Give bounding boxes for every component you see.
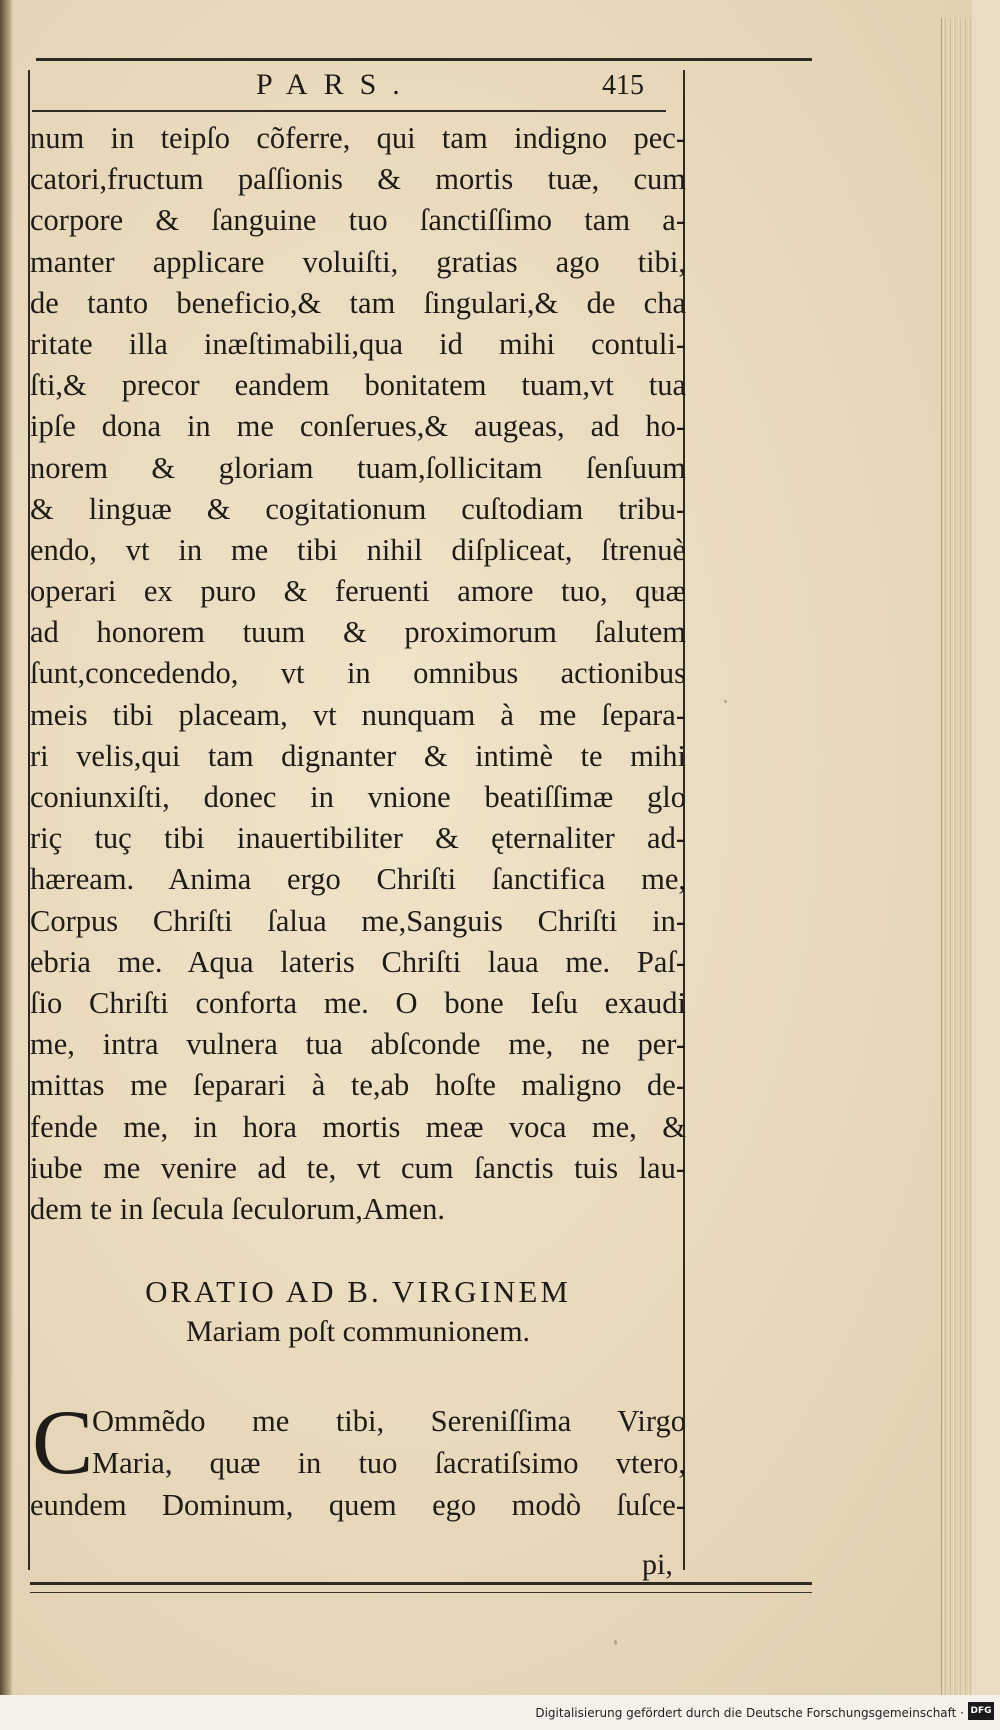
paper-spot: [724, 700, 727, 703]
text-line: fende me, in hora mortis meæ voca me, &: [30, 1109, 686, 1144]
text-line: Ommẽdo me tibi, Sereniſſima Virgo: [92, 1404, 686, 1438]
text-line: ri velis,qui tam dignanter & intimè te mihi: [30, 738, 686, 773]
text-line: coniunxiſti, donec in vnione beatiſſimæ glo: [30, 780, 686, 814]
text-line: meis tibi placeam, vt nunquam à me ſepara-: [30, 697, 686, 732]
text-line: de tanto beneficio,& tam ſingulari,& de cha: [30, 285, 686, 320]
digitization-credit: Digitalisierung gefördert durch die Deutsche Forschungsgemeinschaft ·: [535, 1706, 964, 1720]
text-line: corpore & ſanguine tuo ſanctiſſimo tam a-: [30, 203, 686, 238]
text-line: ſti,& precor eandem bonitatem tuam,vt tua: [30, 368, 686, 403]
paper-spot: [614, 1640, 617, 1645]
prayer-text: [30, 1391, 686, 1526]
text-line: Corpus Chriſti ſalua me,Sanguis Chriſti in-: [30, 903, 686, 938]
body-text: [30, 118, 686, 1230]
text-line: ad honorem tuum & proximorum ſalutem: [30, 615, 686, 650]
heading-title: ORATIO AD B. VIRGINEM: [145, 1274, 571, 1309]
text-line: norem & gloriam tuam,ſollicitam ſenſuum: [30, 450, 686, 485]
text-line: ebria me. Aqua lateris Chriſti laua me. Paſ-: [30, 944, 686, 979]
text-line: & linguæ & cogitationum cuſtodiam tribu-: [30, 491, 686, 526]
catchword: pi,: [642, 1548, 673, 1581]
text-line: dem te in ſecula ſeculorum,Amen.: [30, 1191, 445, 1226]
text-line: endo, vt in me tibi nihil diſpliceat, ſtrenuè: [30, 532, 686, 567]
heading-subtitle: Mariam poſt communionem.: [185, 1315, 531, 1348]
text-line: hæream. Anima ergo Chriſti ſanctifica me,: [30, 862, 686, 897]
text-line: mittas me ſeparari à te,ab hoſte maligno de-: [30, 1068, 686, 1103]
frame-rule-top: [36, 58, 812, 61]
text-line: me, intra vulnera tua abſconde me, ne per-: [30, 1027, 686, 1062]
page-number: 415: [602, 70, 644, 101]
header-rule: [32, 110, 666, 112]
text-line: ritate illa inæſtimabili,qua id mihi contuli-: [30, 326, 686, 361]
running-head: PARS.: [256, 68, 416, 101]
text-line: manter applicare voluiſti, gratias ago tibi,: [30, 244, 686, 279]
dfg-logo: DFG: [968, 1702, 994, 1720]
frame-rule-bottom: [30, 1582, 812, 1585]
text-line: operari ex puro & feruenti amore tuo, quæ: [30, 574, 686, 609]
text-line: eundem Dominum, quem ego modò ſuſce-: [30, 1488, 686, 1522]
text-line: ſunt,concedendo, vt in omnibus actionibus: [30, 656, 686, 691]
drop-capital: C: [32, 1391, 94, 1493]
binding-shadow: [0, 0, 14, 1730]
text-line: riç tuç tibi inauertibiliter & ęternaliter ad-: [30, 821, 686, 856]
page-edges: [941, 18, 972, 1698]
text-line: ſio Chriſti conforta me. O bone Ieſu exaudi: [30, 985, 686, 1020]
text-line: iube me venire ad te, vt cum ſanctis tuis lau-: [30, 1150, 686, 1185]
text-line: Maria, quæ in tuo ſacratiſsimo vtero,: [92, 1446, 686, 1480]
prayer-heading: [30, 1272, 686, 1352]
frame-rule-bottom-thin: [30, 1592, 812, 1593]
text-line: num in teipſo cõferre, qui tam indigno pec-: [30, 121, 686, 155]
text-line: ipſe dona in me conſerues,& augeas, ad ho-: [30, 409, 686, 444]
text-line: catori,fructum paſſionis & mortis tuæ, cum: [30, 162, 686, 197]
